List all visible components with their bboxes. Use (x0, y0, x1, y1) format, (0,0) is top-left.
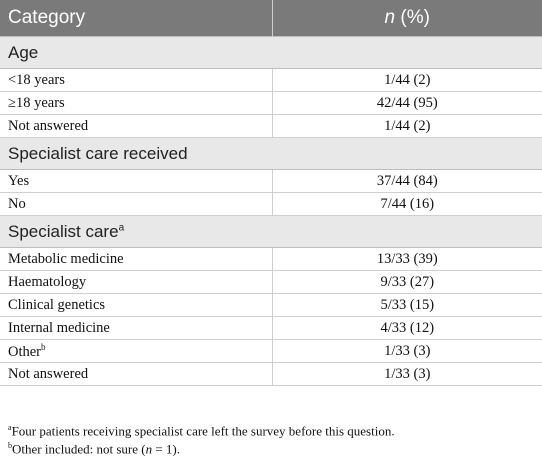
row-label: <18 years (0, 69, 272, 92)
row-label: ≥18 years (0, 92, 272, 115)
row-label: Yes (0, 170, 272, 193)
table-row (0, 294, 542, 317)
footnote-a-text: Four patients receiving specialist care left the survey before this question. (11, 423, 395, 439)
section-title-specialist-care (0, 216, 542, 248)
section-title-age: Age (0, 37, 542, 69)
row-label: Metabolic medicine (0, 248, 272, 271)
table-row (0, 317, 542, 340)
row-label: Internal medicine (0, 317, 272, 340)
table-row (0, 271, 542, 294)
row-label-text: Other (8, 343, 42, 360)
section-title-specialist-care-received: Specialist care received (0, 138, 542, 170)
table-header-row (0, 0, 542, 37)
row-label: Haematology (0, 271, 272, 294)
footnote-b-italic: n (145, 441, 153, 457)
row-value: 1/44 (2) (272, 69, 542, 92)
row-value: 5/33 (15) (272, 294, 542, 317)
footnote-marker-b: b (41, 341, 46, 352)
row-value: 13/33 (39) (272, 248, 542, 271)
section-age (0, 37, 542, 69)
table-row (0, 340, 542, 363)
row-value: 1/33 (3) (272, 340, 542, 363)
row-label: No (0, 193, 272, 216)
footnote-a (8, 419, 538, 437)
footnote-b (8, 437, 538, 455)
header-n-percent (272, 0, 542, 37)
footnote-b-text-after: = 1). (152, 441, 180, 457)
footnotes (8, 419, 538, 455)
table-row (0, 92, 542, 115)
row-value: 9/33 (27) (272, 271, 542, 294)
table-row (0, 248, 542, 271)
footnote-b-mark: b (8, 441, 12, 450)
table-row (0, 363, 542, 386)
row-value: 37/44 (84) (272, 170, 542, 193)
row-label: Not answered (0, 115, 272, 138)
footnote-b-text-before: Other included: not sure ( (12, 441, 146, 457)
table-row (0, 170, 542, 193)
row-value: 1/33 (3) (272, 363, 542, 386)
footnote-a-mark: a (8, 423, 12, 432)
row-value: 42/44 (95) (272, 92, 542, 115)
table-row (0, 115, 542, 138)
header-n: n (384, 7, 396, 28)
row-label: Clinical genetics (0, 294, 272, 317)
table-row (0, 193, 542, 216)
section-specialist-care-received (0, 138, 542, 170)
row-value: 1/44 (2) (272, 115, 542, 138)
row-value: 4/33 (12) (272, 317, 542, 340)
footnote-marker-a: a (118, 221, 125, 233)
row-value: 7/44 (16) (272, 193, 542, 216)
header-percent: (%) (395, 7, 430, 28)
section-title-text: Specialist care (8, 221, 119, 241)
section-specialist-care (0, 216, 542, 248)
row-label: Not answered (0, 363, 272, 386)
header-category: Category (0, 0, 272, 37)
row-label (0, 340, 272, 363)
table-row (0, 69, 542, 92)
